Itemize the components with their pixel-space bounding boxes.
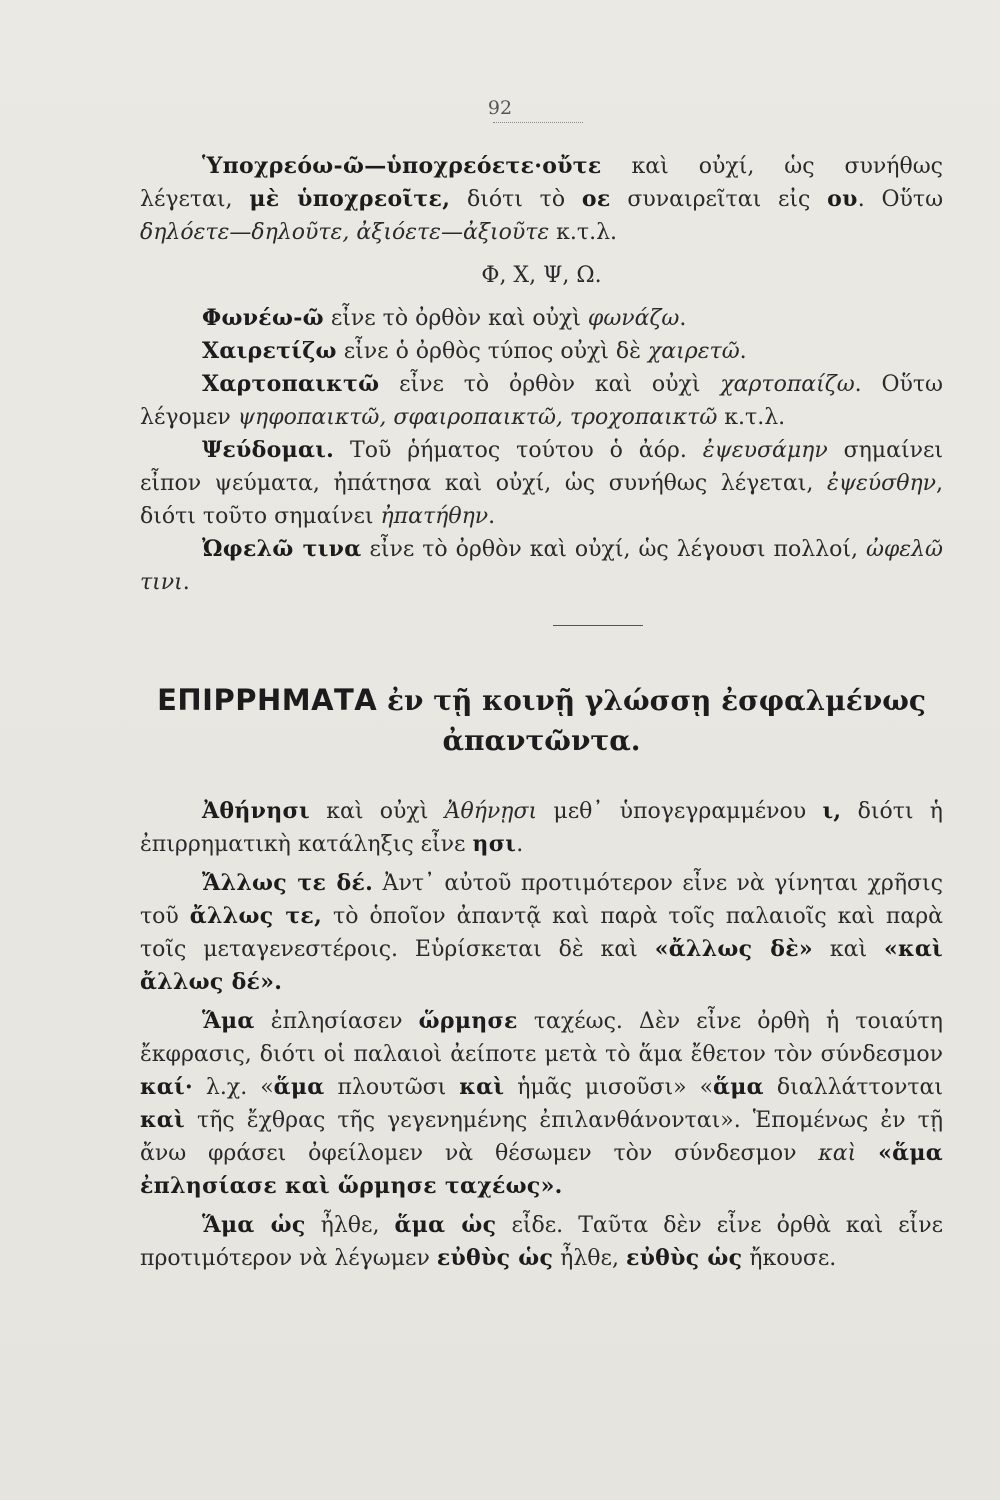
section-heading-caps: ΕΠΙΡΡΗΜΑΤΑ: [157, 683, 378, 717]
headword: Φωνέω-ῶ: [202, 305, 324, 331]
headword: Χαρτοπαικτῶ: [202, 371, 380, 397]
section-divider: [553, 625, 643, 626]
entry-hama: Ἅμα ἐπλησίασεν ὥρμησε ταχέως. Δὲν εἶνε ὀρθὴ ἡ τοιαύτη ἔκφρασις, διότι οἱ παλαιοὶ ἀείποτε μετὰ τὸ ἅμα ἔθετον τὸν σύνδεσμον καί· λ.χ. «ἅμα πλουτῶσι καὶ ἡμᾶς μισοῦσι» «ἅμα διαλλάττονται καὶ τῆς ἔχθρας τῆς γεγενημένης ἐπιλανθάνονται». Ἑπομένως ἐν τῇ ἄνω φράσει ὀφείλομεν νὰ θέσωμεν τὸν σύνδεσμον καὶ «ἅμα ἐπλησίασε καὶ ὥρμησε ταχέως».: [140, 1008, 943, 1199]
page-body: [140, 150, 943, 1275]
headword: Ὑποχρεόω-ῶ—ὑποχρεόετε·οὔτε: [202, 153, 602, 179]
entry-ophelo: Ὠφελῶ τινα εἶνε τὸ ὀρθὸν καὶ οὐχί, ὡς λέγουσι πολλοί, ὠφελῶ τινι.: [140, 536, 943, 595]
headword: Ψεύδομαι.: [202, 437, 335, 463]
entry-chairetizo: Χαιρετίζω εἶνε ὁ ὀρθὸς τύπος οὐχὶ δὲ χαιρετῶ.: [202, 338, 747, 364]
entry-phoneo: Φωνέω-ῶ εἶνε τὸ ὀρθὸν καὶ οὐχὶ φωνάζω.: [202, 305, 687, 331]
entry-allos-te-de: Ἄλλως τε δέ. Ἀντ᾽ αὐτοῦ προτιμότερον εἶνε νὰ γίνηται χρῆσις τοῦ ἄλλως τε, τὸ ὁποῖον ἀπαντᾷ καὶ παρὰ τοῖς παλαιοῖς καὶ παρὰ τοῖς μεταγενεστέροις. Εὑρίσκεται δὲ καὶ «ἄλλως δὲ» καὶ «καὶ ἄλλως δέ».: [140, 870, 944, 995]
headword: Ἅμα ὡς: [202, 1212, 306, 1238]
headword: Ἄλλως τε δέ.: [202, 870, 374, 896]
section-heading: ΕΠΙΡΡΗΜΑΤΑ ἐν τῇ κοινῇ γλώσσῃ ἐσφαλμένως ἀπαντῶντα.: [157, 683, 926, 757]
entry-athenesi: Ἀθήνησι καὶ οὐχὶ Ἀθήνῃσι μεθ᾽ ὑπογεγραμμένου ι, διότι ἡ ἐπιρρηματικὴ κατάληξις εἶνε ησι.: [140, 798, 943, 857]
page-number: 92: [487, 97, 513, 119]
entry-ypochreoo: Ὑποχρεόω-ῶ—ὑποχρεόετε·οὔτε καὶ οὐχί, ὡς συνήθως λέγεται, μὲ ὑποχρεοῖτε, διότι τὸ οε συναιρεῖται εἰς ου. Οὕτω δηλόετε—δηλοῦτε, ἀξιόετε—ἀξιοῦτε κ.τ.λ.: [140, 153, 944, 245]
entry-hama-hos: Ἅμα ὡς ἦλθε, ἅμα ὡς εἶδε. Ταῦτα δὲν εἶνε ὀρθὰ καὶ εἶνε προτιμότερον νὰ λέγωμεν εὐθὺς ὡς ἦλθε, εὐθὺς ὡς ἤκουσε.: [140, 1212, 944, 1271]
headword: Ὠφελῶ τινα: [202, 536, 362, 562]
page-number-rule: [493, 122, 583, 123]
headword: Χαιρετίζω: [202, 338, 337, 364]
entry-pseudomai: Ψεύδομαι. Τοῦ ῥήματος τούτου ὁ ἀόρ. ἐψευσάμην σημαίνει εἶπον ψεύματα, ἠπάτησα καὶ οὐχί, ὡς συνήθως λέγεται, ἐψεύσθην, διότι τοῦτο σημαίνει ἠπατήθην.: [140, 437, 943, 529]
headword: Ἅμα: [202, 1008, 255, 1034]
letter-section-heading: Φ, Χ, Ψ, Ω.: [481, 263, 602, 288]
headword: Ἀθήνησι: [202, 798, 310, 824]
entry-chartopaikto: Χαρτοπαικτῶ εἶνε τὸ ὀρθὸν καὶ οὐχὶ χαρτοπαίζω. Οὕτω λέγομεν ψηφοπαικτῶ, σφαιροπαικτῶ, τροχοπαικτῶ κ.τ.λ.: [140, 371, 943, 430]
